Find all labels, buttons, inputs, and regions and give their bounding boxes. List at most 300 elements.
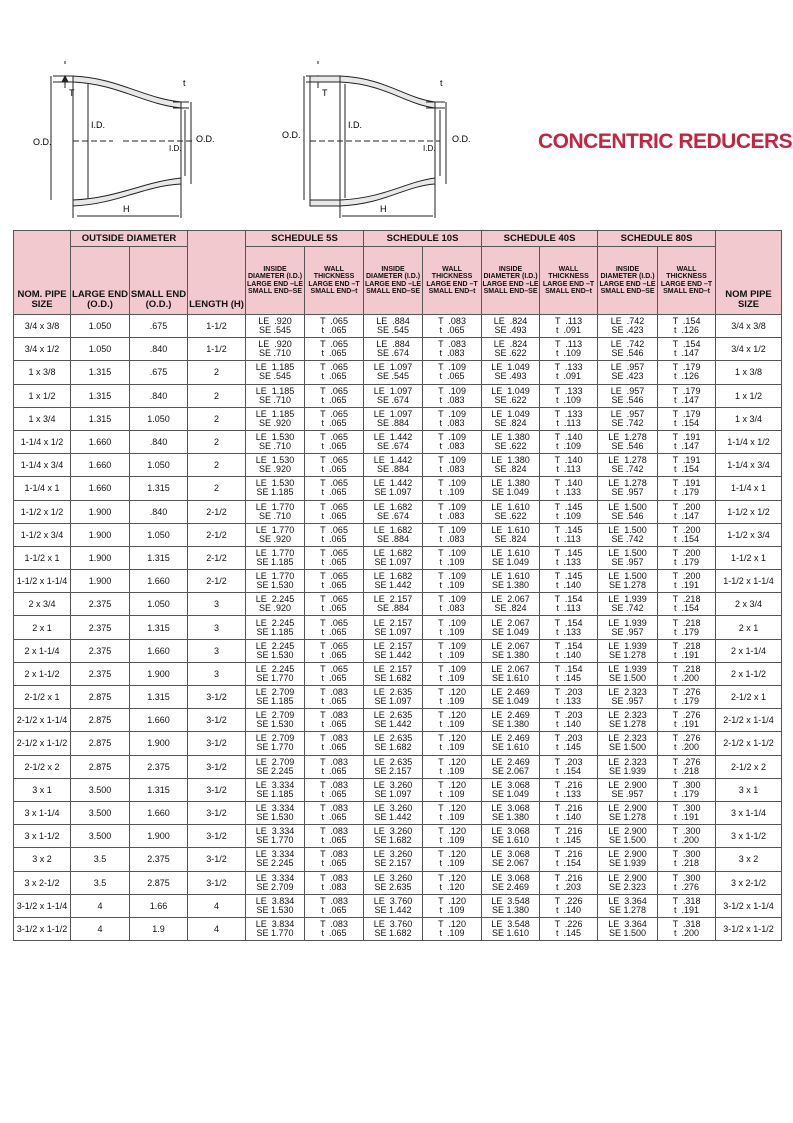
cell-s10-id (364, 616, 423, 639)
cell-s10-id (364, 500, 423, 523)
value-small-end: SE 2.323 (609, 881, 647, 892)
value-large-end: LE 3.260 (373, 779, 413, 790)
value-large-end: T .203 (554, 733, 583, 744)
cell-length: 3 (188, 639, 246, 662)
cell-length: 1-1/2 (188, 315, 246, 338)
cell-large-end: 2.875 (71, 686, 130, 709)
cell-s10-id (364, 315, 423, 338)
cell-large-end: 1.900 (71, 546, 130, 569)
value-large-end: T .120 (438, 872, 466, 883)
value-small-end: t .065 (321, 927, 347, 938)
value-small-end: SE .710 (259, 510, 292, 521)
value-large-end: T .140 (554, 432, 583, 443)
cell-nom-size-right: 2 x 1-1/2 (716, 662, 782, 685)
table-row (14, 801, 782, 824)
cell-s40-id (482, 407, 540, 430)
value-large-end: T .065 (320, 455, 348, 466)
cell-s40-id (482, 616, 540, 639)
value-small-end: SE 1.610 (492, 835, 530, 846)
value-small-end: t .109 (439, 649, 465, 660)
label-wall-large: T (69, 88, 75, 98)
cell-nom-size: 1-1/2 x 1/2 (14, 500, 71, 523)
cell-s40-wt (540, 454, 598, 477)
value-small-end: SE 1.185 (256, 788, 294, 799)
value-large-end: LE 3.260 (373, 826, 413, 837)
cell-nom-size-right: 3/4 x 3/8 (716, 315, 782, 338)
value-large-end: T .109 (438, 432, 466, 443)
cell-s80-id (598, 848, 658, 871)
cell-s10-id (364, 709, 423, 732)
table-row (14, 709, 782, 732)
value-small-end: SE .957 (611, 696, 644, 707)
value-small-end: t .065 (321, 719, 347, 730)
header-schedule-10s: SCHEDULE 10S (364, 231, 482, 247)
value-large-end: LE 3.760 (373, 895, 413, 906)
value-large-end: T .154 (554, 663, 583, 674)
cell-length: 2-1/2 (188, 546, 246, 569)
cell-large-end: 4 (71, 894, 130, 917)
cell-s80-id (598, 801, 658, 824)
cell-s5-wt (305, 825, 364, 848)
value-small-end: SE 1.939 (609, 765, 647, 776)
cell-large-end: 4 (71, 917, 130, 940)
value-small-end: SE .824 (494, 417, 527, 428)
value-small-end: t .109 (439, 556, 465, 567)
cell-s10-wt (423, 616, 482, 639)
value-large-end: T .140 (554, 478, 583, 489)
value-large-end: LE 1.278 (608, 432, 647, 443)
cell-s80-id (598, 709, 658, 732)
value-small-end: t .133 (556, 788, 582, 799)
value-large-end: LE 1.939 (608, 640, 647, 651)
value-small-end: t .065 (321, 812, 347, 823)
header-inside-diameter-10s: INSIDE DIAMETER (I.D.) LARGE END –LE SMALL END–SE (364, 247, 423, 315)
value-small-end: SE 1.278 (609, 649, 647, 660)
cell-length: 3-1/2 (188, 825, 246, 848)
cell-s80-id (598, 778, 658, 801)
value-large-end: LE 1.500 (608, 524, 647, 535)
value-small-end: t .145 (556, 835, 582, 846)
cell-s80-id (598, 384, 658, 407)
cell-s5-id (246, 755, 305, 778)
cell-s5-wt (305, 732, 364, 755)
cell-nom-size: 3 x 1 (14, 778, 71, 801)
value-small-end: SE 2.635 (374, 881, 412, 892)
cell-s10-id (364, 407, 423, 430)
value-small-end: SE .824 (494, 603, 527, 614)
value-small-end: t .154 (556, 765, 582, 776)
value-small-end: t .179 (674, 487, 700, 498)
cell-s5-id (246, 500, 305, 523)
cell-s5-id (246, 384, 305, 407)
label-wall-small: t (440, 78, 443, 88)
value-small-end: t .179 (674, 626, 700, 637)
cell-s10-id (364, 686, 423, 709)
cell-nom-size-right: 3-1/2 x 1-1/2 (716, 917, 782, 940)
value-large-end: LE 2.067 (491, 594, 530, 605)
cell-small-end: 2.875 (130, 871, 188, 894)
cell-s5-wt (305, 454, 364, 477)
cell-length: 2 (188, 384, 246, 407)
cell-length: 3-1/2 (188, 709, 246, 732)
value-large-end: LE 1.770 (255, 547, 295, 558)
value-small-end: t .200 (674, 672, 700, 683)
cell-s80-id (598, 894, 658, 917)
cell-s10-id (364, 570, 423, 593)
cell-s5-id (246, 546, 305, 569)
cell-length: 4 (188, 917, 246, 940)
table-row (14, 315, 782, 338)
value-large-end: LE 3.068 (491, 779, 530, 790)
table-row (14, 430, 782, 453)
value-small-end: SE .957 (611, 626, 644, 637)
value-large-end: T .083 (320, 756, 348, 767)
value-large-end: LE 3.260 (373, 849, 413, 860)
cell-nom-size: 3-1/2 x 1-1/4 (14, 894, 71, 917)
value-small-end: SE 1.610 (492, 927, 530, 938)
cell-large-end: 3.5 (71, 871, 130, 894)
cell-s10-id (364, 477, 423, 500)
cell-s80-wt (658, 755, 716, 778)
value-large-end: LE 2.635 (373, 710, 413, 721)
cell-s5-wt (305, 662, 364, 685)
value-large-end: LE 2.323 (608, 733, 647, 744)
value-small-end: SE .423 (611, 325, 644, 336)
cell-s80-wt (658, 709, 716, 732)
value-large-end: T .200 (672, 571, 701, 582)
cell-large-end: 1.900 (71, 570, 130, 593)
value-large-end: T .065 (320, 663, 348, 674)
value-small-end: t .126 (674, 325, 700, 336)
cell-nom-size: 1-1/4 x 1/2 (14, 430, 71, 453)
cell-large-end: 2.375 (71, 593, 130, 616)
value-large-end: T .191 (672, 455, 701, 466)
cell-s40-wt (540, 361, 598, 384)
value-large-end: T .083 (320, 895, 348, 906)
cell-s10-id (364, 523, 423, 546)
value-small-end: SE 1.500 (609, 742, 647, 753)
cell-s5-id (246, 871, 305, 894)
value-small-end: t .083 (439, 533, 465, 544)
value-large-end: LE 1.185 (255, 385, 295, 396)
header-length: LENGTH (H) (188, 231, 246, 315)
cell-s10-id (364, 894, 423, 917)
cell-s10-id (364, 871, 423, 894)
cell-length: 2-1/2 (188, 500, 246, 523)
value-small-end: t .065 (321, 441, 347, 452)
cell-s80-id (598, 570, 658, 593)
value-large-end: LE 2.067 (491, 640, 530, 651)
header-inside-diameter-40s: INSIDE DIAMETER (I.D.) LARGE END –LE SMALL END–SE (482, 247, 540, 315)
value-small-end: t .109 (439, 927, 465, 938)
cell-s80-id (598, 732, 658, 755)
cell-s5-id (246, 732, 305, 755)
value-small-end: SE 1.442 (374, 649, 412, 660)
label-wall-large: T (322, 88, 328, 98)
cell-s80-wt (658, 825, 716, 848)
value-small-end: SE 1.939 (609, 858, 647, 869)
value-large-end: T .145 (554, 501, 583, 512)
value-small-end: SE 2.709 (256, 881, 294, 892)
cell-s5-wt (305, 477, 364, 500)
value-large-end: T .120 (438, 756, 466, 767)
value-small-end: SE .742 (611, 417, 644, 428)
cell-nom-size-right: 2 x 3/4 (716, 593, 782, 616)
value-small-end: SE .493 (494, 325, 527, 336)
cell-s80-id (598, 546, 658, 569)
value-large-end: LE 1.097 (373, 408, 413, 419)
cell-s40-id (482, 848, 540, 871)
value-small-end: SE 1.610 (492, 672, 530, 683)
value-large-end: T .109 (438, 478, 466, 489)
value-small-end: t .145 (556, 927, 582, 938)
value-small-end: t .065 (321, 394, 347, 405)
value-small-end: SE .546 (611, 510, 644, 521)
value-small-end: t .065 (321, 348, 347, 359)
value-small-end: SE 1.185 (256, 626, 294, 637)
value-large-end: LE 3.760 (373, 918, 413, 929)
value-small-end: t .191 (674, 580, 700, 591)
value-large-end: T .154 (554, 640, 583, 651)
value-small-end: SE 1.530 (256, 580, 294, 591)
cell-large-end: 2.875 (71, 732, 130, 755)
cell-small-end: 1.315 (130, 477, 188, 500)
value-large-end: LE 2.323 (608, 756, 647, 767)
cell-s80-id (598, 477, 658, 500)
value-large-end: T .065 (320, 339, 348, 350)
table-row (14, 848, 782, 871)
cell-s10-wt (423, 755, 482, 778)
header-wall-thickness-40s: WALL THICKNESS LARGE END –T SMALL END–t (540, 247, 598, 315)
value-large-end: T .145 (554, 524, 583, 535)
label-id-large: I.D. (91, 120, 106, 130)
value-large-end: LE 2.469 (491, 687, 530, 698)
cell-s40-id (482, 639, 540, 662)
cell-s80-wt (658, 639, 716, 662)
cell-s10-wt (423, 430, 482, 453)
value-large-end: T .179 (672, 408, 701, 419)
value-large-end: LE 2.245 (255, 640, 295, 651)
cell-nom-size-right: 3 x 1-1/4 (716, 801, 782, 824)
cell-length: 2 (188, 477, 246, 500)
cell-s10-id (364, 755, 423, 778)
cell-small-end: 1.050 (130, 523, 188, 546)
value-small-end: t .065 (321, 580, 347, 591)
cell-s40-id (482, 709, 540, 732)
value-large-end: T .276 (672, 687, 701, 698)
value-small-end: t .113 (556, 603, 581, 614)
value-large-end: T .109 (438, 385, 466, 396)
value-small-end: t .133 (556, 556, 582, 567)
value-small-end: SE .622 (494, 394, 527, 405)
cell-s80-id (598, 430, 658, 453)
value-large-end: T .276 (672, 733, 701, 744)
value-large-end: LE 3.334 (255, 803, 295, 814)
value-small-end: t .147 (674, 510, 700, 521)
cell-s80-wt (658, 778, 716, 801)
value-small-end: SE .710 (259, 394, 292, 405)
reducer-spec-table (13, 230, 782, 941)
value-small-end: SE 1.442 (374, 812, 412, 823)
cell-small-end: 1.660 (130, 709, 188, 732)
value-small-end: SE 2.245 (256, 858, 294, 869)
value-large-end: T .083 (438, 339, 466, 350)
cell-s5-wt (305, 801, 364, 824)
value-small-end: t .147 (674, 394, 700, 405)
table-row (14, 338, 782, 361)
value-large-end: T .083 (320, 918, 348, 929)
value-large-end: T .203 (554, 710, 583, 721)
cell-s80-wt (658, 686, 716, 709)
value-large-end: LE 2.900 (608, 826, 647, 837)
cell-s5-wt (305, 593, 364, 616)
value-small-end: SE .674 (377, 394, 410, 405)
cell-small-end: .840 (130, 430, 188, 453)
value-small-end: SE .622 (494, 510, 527, 521)
value-small-end: t .065 (321, 533, 347, 544)
cell-s80-id (598, 825, 658, 848)
cell-length: 2 (188, 454, 246, 477)
cell-s40-id (482, 454, 540, 477)
cell-s5-wt (305, 500, 364, 523)
value-small-end: t .065 (439, 325, 465, 336)
cell-s80-id (598, 662, 658, 685)
cell-s40-wt (540, 894, 598, 917)
value-small-end: SE 2.157 (374, 765, 412, 776)
cell-nom-size-right: 2-1/2 x 2 (716, 755, 782, 778)
value-large-end: LE 2.245 (255, 617, 295, 628)
value-small-end: t .140 (556, 580, 582, 591)
cell-nom-size: 3-1/2 x 1-1/2 (14, 917, 71, 940)
value-large-end: T .216 (554, 849, 583, 860)
cell-s5-wt (305, 384, 364, 407)
cell-nom-size-right: 1 x 3/4 (716, 407, 782, 430)
cell-s5-id (246, 639, 305, 662)
cell-s80-wt (658, 616, 716, 639)
value-large-end: LE 3.068 (491, 849, 530, 860)
cell-nom-size: 2-1/2 x 1 (14, 686, 71, 709)
cell-s5-wt (305, 546, 364, 569)
cell-s5-id (246, 454, 305, 477)
table-row (14, 570, 782, 593)
cell-s80-wt (658, 871, 716, 894)
value-large-end: LE 3.334 (255, 826, 295, 837)
cell-s5-id (246, 709, 305, 732)
value-large-end: LE 1.682 (373, 547, 413, 558)
table-row (14, 454, 782, 477)
value-small-end: SE 1.530 (256, 904, 294, 915)
cell-small-end: 1.660 (130, 570, 188, 593)
value-large-end: T .145 (554, 571, 583, 582)
table-row (14, 361, 782, 384)
value-large-end: LE .920 (258, 316, 292, 327)
value-small-end: t .113 (556, 464, 581, 475)
value-large-end: T .113 (554, 316, 583, 327)
value-large-end: T .154 (672, 316, 701, 327)
value-large-end: T .065 (320, 640, 348, 651)
cell-s80-id (598, 315, 658, 338)
value-small-end: t .109 (439, 765, 465, 776)
cell-nom-size-right: 2-1/2 x 1-1/4 (716, 709, 782, 732)
cell-nom-size: 3 x 2 (14, 848, 71, 871)
label-wall-small: t (183, 78, 186, 88)
header-small-end: SMALL END (O.D.) (130, 247, 188, 315)
value-small-end: t .109 (556, 348, 582, 359)
cell-s80-id (598, 361, 658, 384)
cell-s10-wt (423, 315, 482, 338)
value-small-end: t .065 (321, 556, 347, 567)
value-small-end: t .065 (321, 672, 347, 683)
value-small-end: t .200 (674, 742, 700, 753)
value-small-end: t .065 (321, 696, 347, 707)
value-large-end: T .109 (438, 594, 466, 605)
cell-large-end: 1.315 (71, 407, 130, 430)
value-large-end: T .065 (320, 432, 348, 443)
value-large-end: T .109 (438, 663, 466, 674)
value-small-end: SE .622 (494, 348, 527, 359)
cell-nom-size-right: 3-1/2 x 1-1/4 (716, 894, 782, 917)
cell-s5-wt (305, 361, 364, 384)
cell-nom-size: 2 x 1-1/4 (14, 639, 71, 662)
value-small-end: SE 1.682 (374, 835, 412, 846)
value-large-end: LE 3.364 (608, 895, 647, 906)
cell-s40-wt (540, 639, 598, 662)
cell-length: 2 (188, 361, 246, 384)
cell-s40-id (482, 593, 540, 616)
table-row (14, 546, 782, 569)
value-small-end: SE 1.049 (492, 487, 530, 498)
value-large-end: LE 1.530 (255, 432, 295, 443)
cell-s10-wt (423, 546, 482, 569)
value-small-end: SE 1.185 (256, 556, 294, 567)
value-small-end: SE .710 (259, 348, 292, 359)
value-small-end: t .109 (439, 742, 465, 753)
value-large-end: T .109 (438, 547, 466, 558)
cell-large-end: 1.660 (71, 430, 130, 453)
value-large-end: LE 3.260 (373, 803, 413, 814)
value-small-end: t .200 (674, 835, 700, 846)
cell-s10-wt (423, 825, 482, 848)
value-small-end: t .109 (439, 672, 465, 683)
cell-s80-id (598, 593, 658, 616)
cell-s40-id (482, 732, 540, 755)
value-large-end: LE .824 (493, 339, 528, 350)
cell-s10-wt (423, 848, 482, 871)
cell-nom-size: 1 x 3/4 (14, 407, 71, 430)
cell-s80-wt (658, 917, 716, 940)
header-large-end: LARGE END (O.D.) (71, 247, 130, 315)
cell-s5-wt (305, 848, 364, 871)
cell-nom-size-right: 1-1/2 x 1-1/4 (716, 570, 782, 593)
value-large-end: LE 1.049 (491, 408, 530, 419)
cell-s80-wt (658, 593, 716, 616)
cell-s40-wt (540, 825, 598, 848)
cell-s40-id (482, 430, 540, 453)
cell-s80-id (598, 523, 658, 546)
cell-s80-id (598, 616, 658, 639)
value-small-end: t .191 (674, 812, 700, 823)
cell-nom-size-right: 1 x 3/8 (716, 361, 782, 384)
label-id-small: I.D. (169, 144, 182, 153)
cell-large-end: 1.050 (71, 338, 130, 361)
cell-s40-wt (540, 407, 598, 430)
cell-small-end: .840 (130, 500, 188, 523)
value-large-end: LE 2.900 (608, 803, 647, 814)
value-small-end: t .154 (556, 858, 582, 869)
value-small-end: SE .742 (611, 603, 644, 614)
value-large-end: LE 1.770 (255, 501, 295, 512)
cell-small-end: 1.660 (130, 801, 188, 824)
